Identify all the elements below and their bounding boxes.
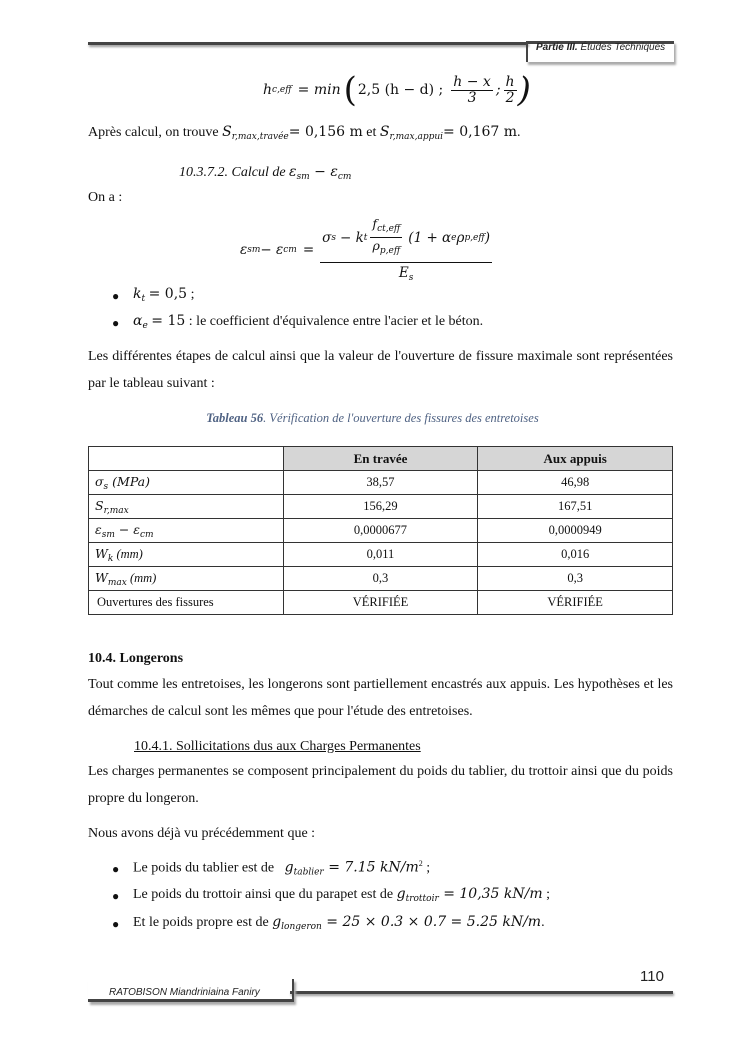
table-cell: 156,29: [283, 495, 478, 519]
bullet-dot: ●: [112, 917, 120, 931]
bullet-dot: ●: [112, 316, 120, 330]
table-cell: 0,011: [283, 543, 478, 567]
paragraph-longerons: Tout comme les entretoises, les longerons sont partiellement encastrés aux appuis. Les hypothèses et les démarches de calcul sont les mêmes que pour l'étude des entretoises.: [88, 677, 673, 719]
footer-rule: [290, 991, 673, 994]
paragraph-steps: Les différentes étapes de calcul ainsi que la valeur de l'ouverture de fissure maximale sont représentées par le tableau suivant :: [88, 349, 673, 391]
bullet-kt: $k_t = 0,5$ ;: [133, 286, 195, 304]
table-row: [89, 495, 673, 519]
nous-avons-text: Nous avons déjà vu précédemment que :: [88, 826, 316, 841]
table-cell: VÉRIFIÉE: [478, 591, 673, 615]
table-cell: 0,3: [478, 567, 673, 591]
header-rule: [88, 42, 528, 45]
table-cell: 0,0000677: [283, 519, 478, 543]
table-header-cell: [89, 447, 284, 471]
bullet-trottoir: Le poids du trottoir ainsi que du parapet est de $g_{trottoir} = 10,35$ kN/m ;: [133, 886, 551, 904]
bullet-dot: ●: [112, 889, 120, 903]
paragraph-charges: Les charges permanentes se composent principalement du poids du tablier, du trottoir ainsi que du poids propre du longeron.: [88, 764, 673, 806]
table-header-cell: Aux appuis: [478, 447, 673, 471]
bullet-longeron: Et le poids propre est de $g_{longeron} = 25 \times 0.3 \times 0.7 = 5.25$ kN/m.: [133, 914, 545, 932]
table-row: [89, 543, 673, 567]
table-cell: 0,016: [478, 543, 673, 567]
bullet-dot: ●: [112, 862, 120, 876]
row-label: $W_k$ (mm): [89, 543, 284, 567]
table-caption: Tableau 56. Vérification de l'ouverture des fissures des entretoises: [206, 411, 539, 425]
row-label: $W_{max}$ (mm): [89, 567, 284, 591]
table-header-row: [89, 447, 673, 471]
row-label: Ouvertures des fissures: [89, 591, 284, 615]
table-row: [89, 471, 673, 495]
table-cell: 167,51: [478, 495, 673, 519]
after-calc-line: Après calcul, on trouve $S_{r,max,travée}= 0,156$ m et $S_{r,max,appui}= 0,167$ m.: [88, 124, 521, 142]
bullet-tablier: Le poids du tablier est de $g_{tablier} = 7.15$ $kN/m^2$ ;: [133, 859, 431, 878]
table-cell: VÉRIFIÉE: [283, 591, 478, 615]
table-cell: 0,0000949: [478, 519, 673, 543]
header-title: Partie III. Études Techniques: [536, 42, 666, 53]
table-row: [89, 591, 673, 615]
page-number: 110: [640, 968, 664, 985]
section-heading-10372: 10.3.7.2. Calcul de $\varepsilon_{sm} - \varepsilon_{cm}$: [179, 164, 352, 182]
table-cell: 38,57: [283, 471, 478, 495]
section-heading-1041: 10.4.1. Sollicitations dus aux Charges Permanentes: [134, 739, 421, 754]
row-label: $\sigma_s$ (MPa): [89, 471, 284, 495]
row-label: $S_{r,max}$: [89, 495, 284, 519]
on-a-text: On a :: [88, 190, 123, 205]
table-cell: 0,3: [283, 567, 478, 591]
table-header-cell: En travée: [283, 447, 478, 471]
bullet-dot: ●: [112, 289, 120, 303]
table-cell: 46,98: [478, 471, 673, 495]
bullet-alpha: $\alpha_e = 15$ : le coefficient d'équivalence entre l'acier et le béton.: [133, 313, 484, 331]
table-row: [89, 567, 673, 591]
table-row: [89, 519, 673, 543]
section-heading-104: 10.4. Longerons: [88, 651, 184, 666]
equation-epsilon: ε sm − ε cm = σ s − k t $\frac{f_{ct,eff}}{\rho_{p,eff}}$ (1 + α e ρ p,eff ) $E_s$: [240, 216, 491, 283]
footer-author: RATOBISON Miandriniaina Faniry: [109, 987, 260, 998]
equation-hceff: h c,eff = min ( 2,5 (h − d) ; $\frac{h - x}{3}$ ; $\frac{h}{2}$ ): [263, 70, 531, 110]
row-label: $\varepsilon_{sm} - \varepsilon_{cm}$: [89, 519, 284, 543]
verification-table: [88, 446, 673, 615]
